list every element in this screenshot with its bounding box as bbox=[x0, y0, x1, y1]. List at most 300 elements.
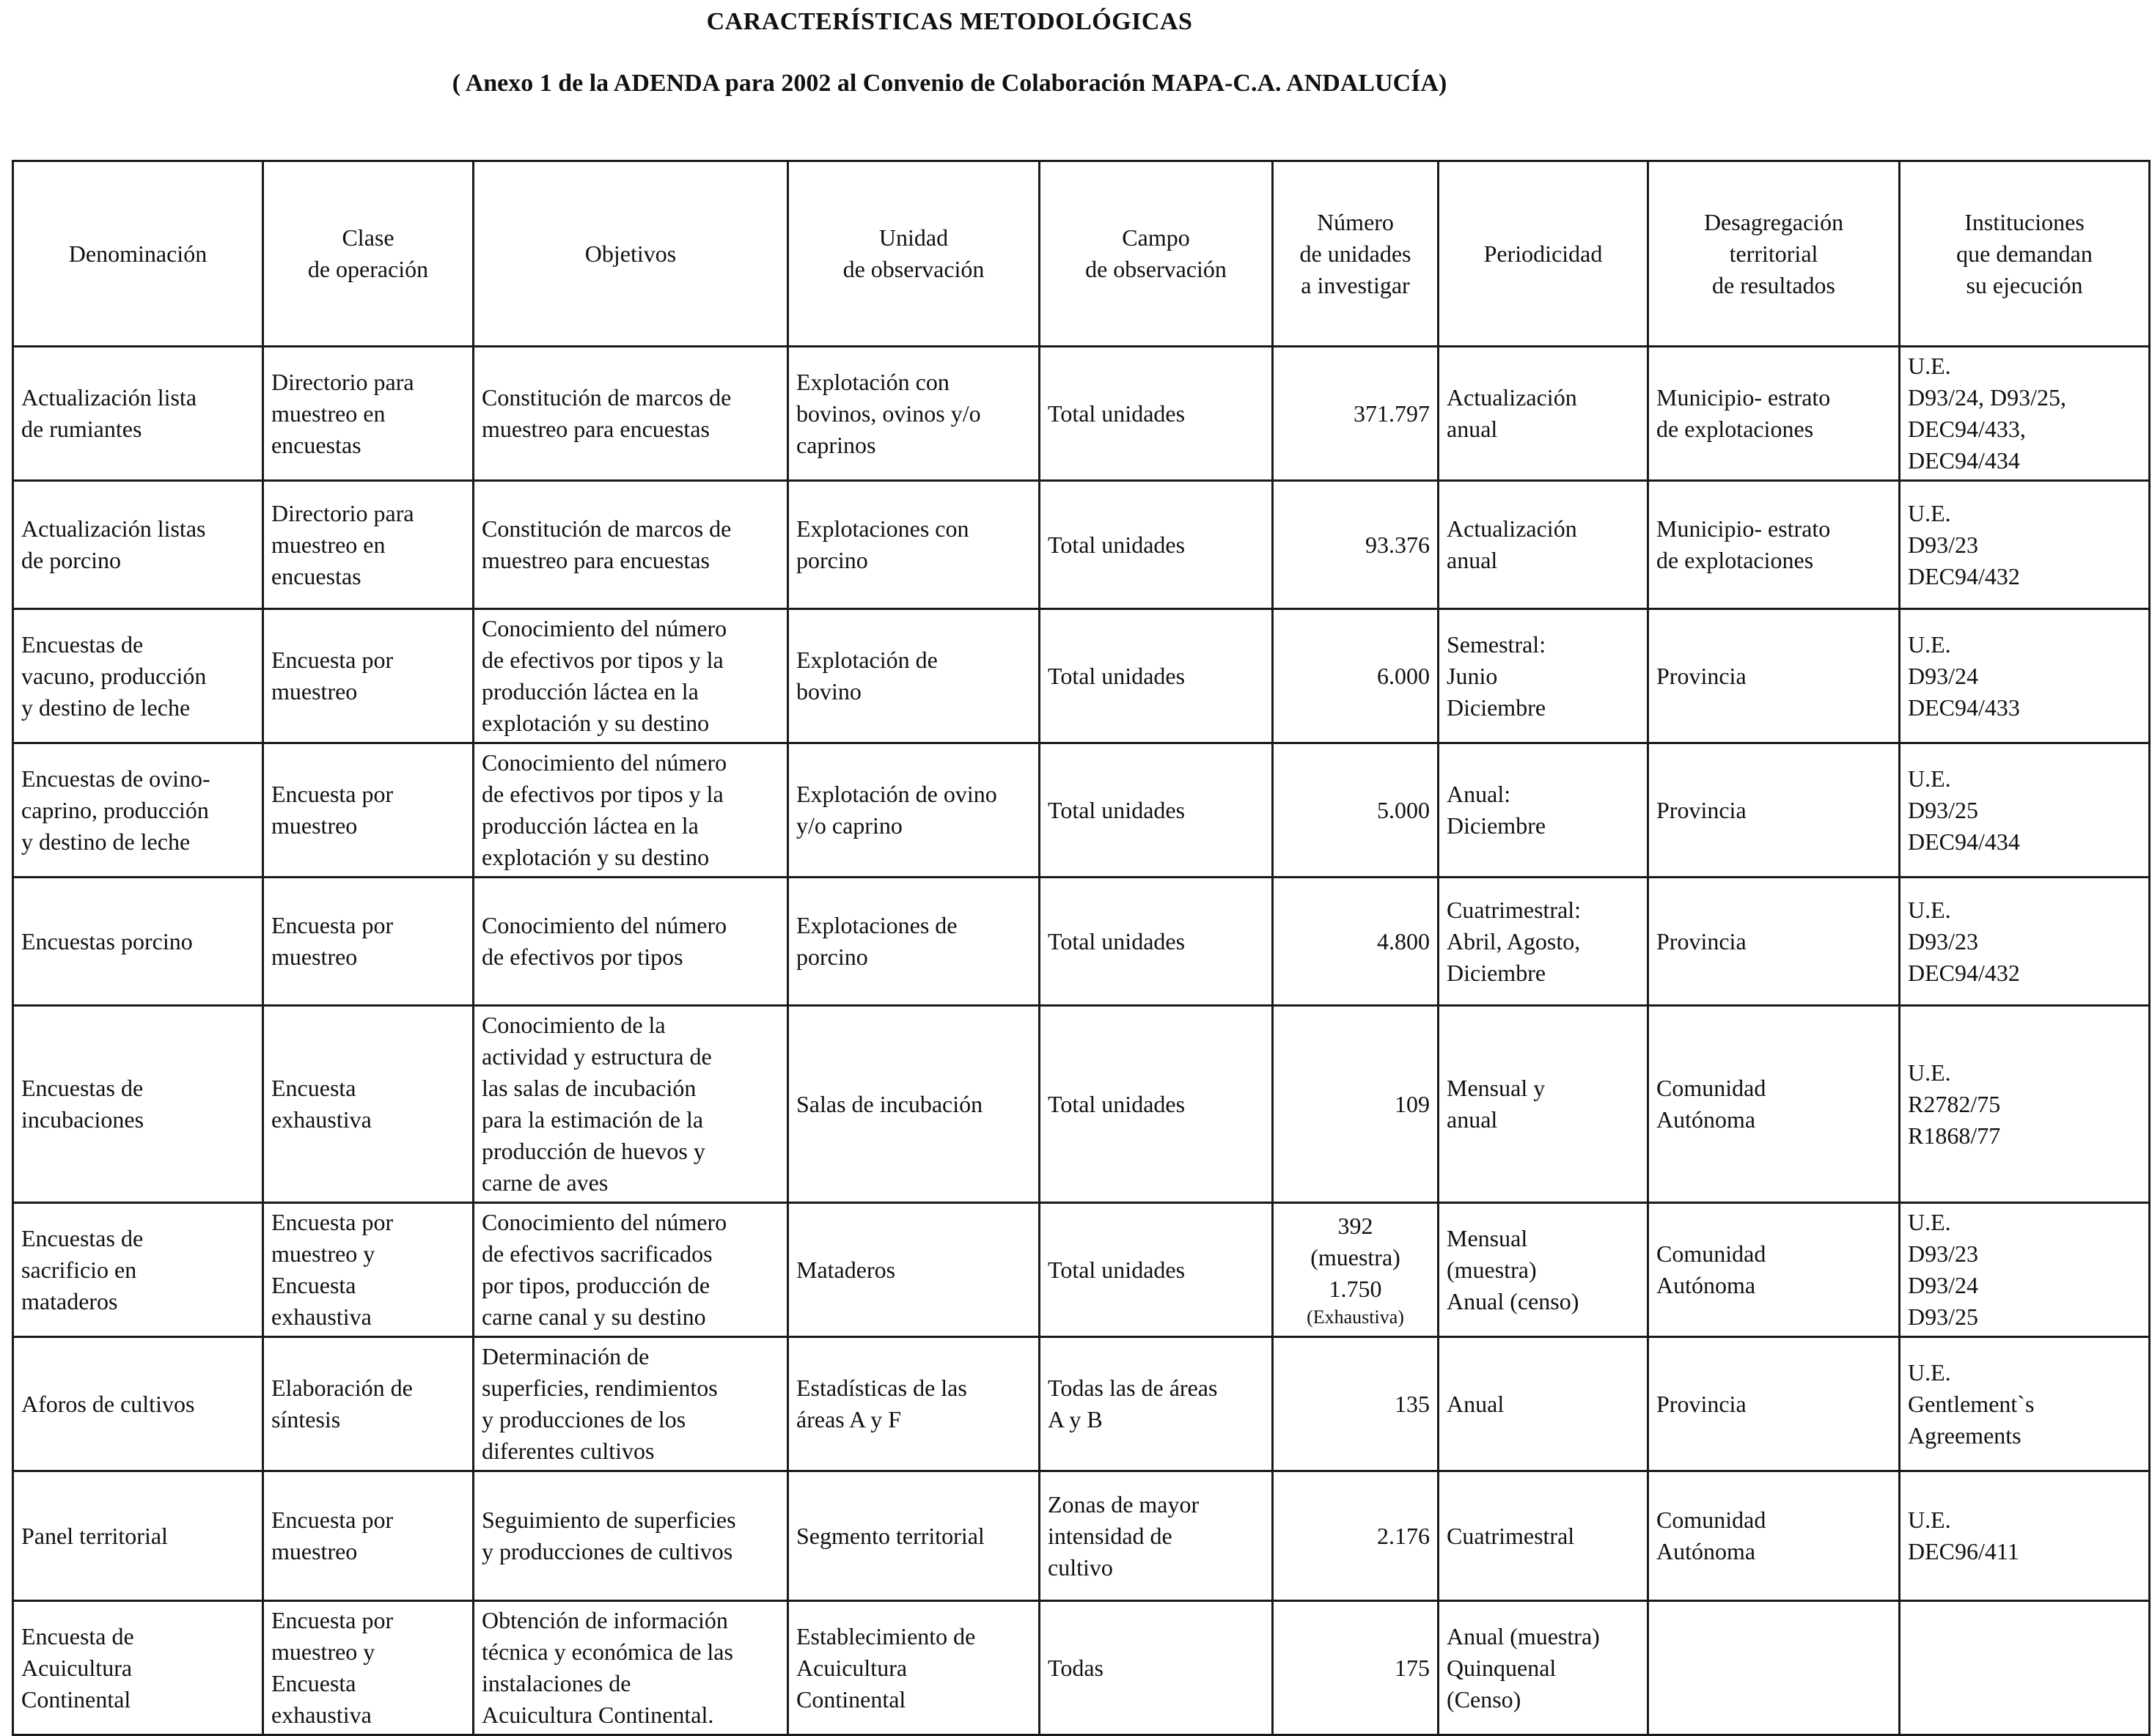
cell-line: Periodicidad bbox=[1483, 240, 1603, 267]
cell-line: Anual bbox=[1447, 1390, 1505, 1417]
cell-denominacion bbox=[13, 878, 263, 1006]
table-row bbox=[13, 1601, 2150, 1735]
cell-line: Acuicultura Continental. bbox=[482, 1702, 714, 1728]
cell-line: Total unidades bbox=[1048, 400, 1186, 427]
cell-line: Mataderos bbox=[796, 1256, 896, 1283]
cell-line: DEC94/432 bbox=[1908, 959, 2020, 986]
cell-numero-unidades bbox=[1273, 1471, 1439, 1601]
cell-line: que demandan bbox=[1956, 240, 2093, 267]
cell-desagregacion bbox=[1648, 609, 1900, 743]
document-subtitle: ( Anexo 1 de la ADENDA para 2002 al Convenio de Colaboración MAPA-C.A. ANDALUCÍA) bbox=[452, 70, 1447, 97]
cell-unidad-observacion bbox=[788, 1203, 1040, 1337]
cell-objetivos bbox=[474, 1471, 788, 1601]
cell-line: Objetivos bbox=[584, 240, 677, 267]
cell-line: muestreo en bbox=[271, 400, 386, 427]
table-row bbox=[13, 743, 2150, 878]
cell-line: U.E. bbox=[1908, 765, 1951, 792]
cell-line: R2782/75 bbox=[1908, 1090, 2001, 1117]
cell-objetivos bbox=[474, 1203, 788, 1337]
cell-objetivos bbox=[474, 878, 788, 1006]
cell-numero-unidades bbox=[1273, 1337, 1439, 1471]
cell-instituciones bbox=[1900, 1006, 2150, 1203]
cell-line: Panel territorial bbox=[21, 1522, 168, 1549]
cell-denominacion bbox=[13, 481, 263, 609]
cell-line: D93/23 bbox=[1908, 927, 1978, 955]
cell-denominacion bbox=[13, 609, 263, 743]
cell-line: de unidades bbox=[1299, 240, 1411, 267]
cell-line: Municipio- estrato bbox=[1656, 384, 1831, 411]
cell-denominacion bbox=[13, 1471, 263, 1601]
cell-line: U.E. bbox=[1908, 630, 1951, 658]
cell-line: 135 bbox=[1395, 1390, 1430, 1417]
cell-line: 371.797 bbox=[1354, 400, 1430, 427]
cell-periodicidad bbox=[1439, 609, 1648, 743]
cell-line: muestreo bbox=[271, 944, 358, 970]
cell-line: Constitución de marcos de bbox=[482, 384, 732, 411]
cell-line: Constitución de marcos de bbox=[482, 515, 732, 542]
cell-line: Directorio para bbox=[271, 368, 414, 395]
cell-line: a investigar bbox=[1301, 271, 1410, 298]
cell-desagregacion bbox=[1648, 1203, 1900, 1337]
cell-objetivos bbox=[474, 1006, 788, 1203]
cell-numero-unidades bbox=[1273, 878, 1439, 1006]
cell-line: Encuesta por bbox=[271, 1507, 394, 1533]
cell-line: DEC94/434 bbox=[1908, 828, 2020, 855]
cell-periodicidad bbox=[1439, 347, 1648, 481]
cell-line: Directorio para bbox=[271, 499, 414, 526]
cell-line: Semestral: bbox=[1447, 630, 1546, 658]
cell-periodicidad bbox=[1439, 481, 1648, 609]
cell-line: caprinos bbox=[796, 431, 876, 458]
cell-line: Encuesta por bbox=[271, 781, 394, 807]
methodology-table bbox=[12, 160, 2151, 1736]
cell-line: 6.000 bbox=[1377, 662, 1430, 689]
cell-line: Total unidades bbox=[1048, 662, 1186, 689]
cell-denominacion bbox=[13, 1203, 263, 1337]
cell-numero-unidades bbox=[1273, 1006, 1439, 1203]
cell-periodicidad bbox=[1439, 1601, 1648, 1735]
table-row bbox=[13, 1006, 2150, 1203]
cell-line: U.E. bbox=[1908, 353, 1951, 379]
cell-line: Continental bbox=[21, 1685, 131, 1713]
cell-line: de observación bbox=[1085, 256, 1227, 282]
cell-campo-observacion bbox=[1040, 743, 1273, 878]
cell-objetivos bbox=[474, 743, 788, 878]
cell-clase-operacion bbox=[263, 609, 474, 743]
cell-periodicidad bbox=[1439, 1337, 1648, 1471]
cell-line: Todas las de áreas bbox=[1048, 1375, 1218, 1401]
cell-line: Encuesta por bbox=[271, 912, 394, 938]
cell-line: Mensual y bbox=[1447, 1075, 1546, 1101]
cell-line: Explotación de bbox=[796, 647, 938, 673]
cell-unidad-observacion bbox=[788, 481, 1040, 609]
cell-line: caprino, producción bbox=[21, 796, 209, 823]
cell-line: actividad y estructura de bbox=[482, 1043, 712, 1070]
cell-line: Autónoma bbox=[1656, 1538, 1756, 1564]
cell-line: Total unidades bbox=[1048, 796, 1186, 823]
cell-line: DEC96/411 bbox=[1908, 1538, 2019, 1564]
cell-line: de efectivos por tipos y la bbox=[482, 647, 724, 673]
cell-line: Encuestas de ovino- bbox=[21, 765, 210, 792]
cell-line: Diciembre bbox=[1447, 959, 1546, 986]
cell-line: Encuesta por bbox=[271, 1209, 394, 1235]
cell-line: explotación y su destino bbox=[482, 710, 710, 736]
cell-line: Agreements bbox=[1908, 1421, 2021, 1449]
cell-desagregacion bbox=[1648, 1337, 1900, 1471]
cell-line: Obtención de información bbox=[482, 1607, 728, 1633]
cell-line: D93/24 bbox=[1908, 1272, 1978, 1298]
cell-line: bovinos, ovinos y/o bbox=[796, 400, 981, 427]
cell-campo-observacion bbox=[1040, 347, 1273, 481]
cell-desagregacion bbox=[1648, 1006, 1900, 1203]
cell-line: Acuicultura bbox=[796, 1654, 908, 1681]
cell-line: Cuatrimestral: bbox=[1447, 896, 1582, 923]
cell-objetivos bbox=[474, 481, 788, 609]
cell-line: Explotación con bbox=[796, 368, 950, 395]
cell-line: síntesis bbox=[271, 1406, 341, 1432]
cell-clase-operacion bbox=[263, 481, 474, 609]
cell-line: las salas de incubación bbox=[482, 1075, 697, 1101]
cell-line: Actualización lista bbox=[21, 384, 197, 411]
header-periodicidad bbox=[1439, 161, 1648, 347]
cell-line: U.E. bbox=[1908, 1358, 1951, 1386]
cell-line: Continental bbox=[796, 1685, 906, 1713]
cell-objetivos bbox=[474, 347, 788, 481]
cell-line: muestreo y bbox=[271, 1638, 375, 1665]
cell-line: Aforos de cultivos bbox=[21, 1390, 195, 1417]
cell-line: DEC94/434 bbox=[1908, 447, 2020, 474]
cell-clase-operacion bbox=[263, 878, 474, 1006]
cell-line: Autónoma bbox=[1656, 1106, 1756, 1133]
cell-unidad-observacion bbox=[788, 1601, 1040, 1735]
cell-line: Encuesta de bbox=[21, 1622, 134, 1649]
cell-line: Total unidades bbox=[1048, 1090, 1186, 1117]
cell-line: Establecimiento de bbox=[796, 1622, 976, 1649]
cell-line: (Censo) bbox=[1447, 1685, 1521, 1713]
cell-line: Salas de incubación bbox=[796, 1090, 983, 1117]
cell-line: exhaustiva bbox=[271, 1106, 372, 1133]
cell-line: Explotaciones de bbox=[796, 912, 958, 938]
cell-campo-observacion bbox=[1040, 1471, 1273, 1601]
cell-line: anual bbox=[1447, 547, 1498, 573]
cell-line: producción de huevos y bbox=[482, 1138, 705, 1164]
cell-objetivos bbox=[474, 609, 788, 743]
cell-line: Autónoma bbox=[1656, 1272, 1756, 1298]
table-row bbox=[13, 878, 2150, 1006]
cell-line: encuestas bbox=[271, 431, 361, 458]
header-clase-operacion bbox=[263, 161, 474, 347]
cell-line: D93/25 bbox=[1908, 1303, 1978, 1330]
cell-unidad-observacion bbox=[788, 1006, 1040, 1203]
cell-campo-observacion bbox=[1040, 1337, 1273, 1471]
cell-clase-operacion bbox=[263, 1006, 474, 1203]
cell-line: Encuesta bbox=[271, 1670, 356, 1696]
cell-line: U.E. bbox=[1908, 499, 1951, 526]
cell-line: 5.000 bbox=[1377, 796, 1430, 823]
cell-campo-observacion bbox=[1040, 1006, 1273, 1203]
cell-numero-unidades bbox=[1273, 609, 1439, 743]
cell-instituciones bbox=[1900, 1601, 2150, 1735]
cell-line: Encuesta bbox=[271, 1272, 356, 1298]
cell-line: Gentlement`s bbox=[1908, 1390, 2035, 1417]
cell-line: de porcino bbox=[21, 547, 121, 573]
cell-line: producción láctea en la bbox=[482, 812, 699, 839]
cell-line: DEC94/432 bbox=[1908, 562, 2020, 589]
cell-instituciones bbox=[1900, 347, 2150, 481]
table-body bbox=[13, 347, 2150, 1735]
cell-line: explotación y su destino bbox=[482, 844, 710, 870]
cell-line: exhaustiva bbox=[271, 1702, 372, 1728]
header-campo-observacion bbox=[1040, 161, 1273, 347]
cell-line: U.E. bbox=[1908, 896, 1951, 923]
table-row bbox=[13, 609, 2150, 743]
cell-line: Municipio- estrato bbox=[1656, 515, 1831, 542]
cell-line: y producciones de los bbox=[482, 1406, 686, 1432]
cell-line: U.E. bbox=[1908, 1059, 1951, 1086]
cell-line: Actualización bbox=[1447, 515, 1577, 542]
cell-line: D93/23 bbox=[1908, 531, 1978, 558]
cell-line: Diciembre bbox=[1447, 812, 1546, 839]
cell-line: D93/23 bbox=[1908, 1240, 1978, 1267]
cell-line: 175 bbox=[1395, 1654, 1430, 1681]
cell-line: mataderos bbox=[21, 1287, 118, 1314]
cell-line: muestreo para encuestas bbox=[482, 416, 710, 442]
cell-line: Actualización bbox=[1447, 384, 1577, 411]
cell-numero-unidades bbox=[1273, 481, 1439, 609]
cell-line: producción láctea en la bbox=[482, 678, 699, 705]
cell-line: y/o caprino bbox=[796, 812, 903, 839]
cell-line: de efectivos por tipos y la bbox=[482, 781, 724, 807]
cell-clase-operacion bbox=[263, 743, 474, 878]
cell-line: (muestra) bbox=[1310, 1243, 1400, 1270]
cell-line: Provincia bbox=[1656, 1390, 1747, 1417]
cell-line: porcino bbox=[796, 944, 868, 970]
cell-periodicidad bbox=[1439, 1006, 1648, 1203]
cell-instituciones bbox=[1900, 1337, 2150, 1471]
cell-unidad-observacion bbox=[788, 1337, 1040, 1471]
cell-line: Diciembre bbox=[1447, 694, 1546, 721]
cell-line: y destino de leche bbox=[21, 828, 191, 855]
cell-instituciones bbox=[1900, 743, 2150, 878]
cell-denominacion bbox=[13, 1337, 263, 1471]
cell-line: de rumiantes bbox=[21, 416, 142, 442]
cell-denominacion bbox=[13, 347, 263, 481]
cell-line: Provincia bbox=[1656, 662, 1747, 689]
table-row bbox=[13, 1337, 2150, 1471]
cell-line: U.E. bbox=[1908, 1209, 1951, 1235]
cell-clase-operacion bbox=[263, 1337, 474, 1471]
cell-line: incubaciones bbox=[21, 1106, 144, 1133]
cell-line: Estadísticas de las bbox=[796, 1375, 967, 1401]
cell-line: Unidad bbox=[878, 224, 949, 251]
cell-line: de efectivos por tipos bbox=[482, 944, 683, 970]
cell-line: porcino bbox=[796, 547, 868, 573]
cell-line: de operación bbox=[307, 256, 429, 282]
header-denominacion bbox=[13, 161, 263, 347]
cell-line: (muestra) bbox=[1447, 1256, 1537, 1283]
cell-line: intensidad de bbox=[1048, 1522, 1172, 1549]
cell-numero-unidades bbox=[1273, 1203, 1439, 1337]
cell-line: muestreo para encuestas bbox=[482, 547, 710, 573]
cell-line: A y B bbox=[1048, 1406, 1103, 1432]
cell-instituciones bbox=[1900, 1471, 2150, 1601]
table-row bbox=[13, 347, 2150, 481]
cell-line: Conocimiento de la bbox=[482, 1012, 666, 1038]
cell-objetivos bbox=[474, 1601, 788, 1735]
cell-line: Conocimiento del número bbox=[482, 615, 727, 641]
cell-line: Encuestas de bbox=[21, 1075, 144, 1101]
cell-denominacion bbox=[13, 1601, 263, 1735]
cell-line: DEC94/433 bbox=[1908, 694, 2020, 721]
cell-line: Número bbox=[1317, 208, 1394, 235]
cell-unidad-observacion bbox=[788, 1471, 1040, 1601]
cell-line: 392 bbox=[1337, 1212, 1373, 1239]
cell-line: Elaboración de bbox=[271, 1375, 413, 1401]
cell-line: vacuno, producción bbox=[21, 662, 207, 689]
cell-line: territorial bbox=[1729, 240, 1818, 267]
cell-desagregacion bbox=[1648, 743, 1900, 878]
cell-unidad-observacion bbox=[788, 743, 1040, 878]
cell-line: Conocimiento del número bbox=[482, 749, 727, 776]
cell-line: Encuestas de bbox=[21, 630, 144, 658]
cell-denominacion bbox=[13, 743, 263, 878]
cell-clase-operacion bbox=[263, 347, 474, 481]
cell-line: Acuicultura bbox=[21, 1654, 133, 1681]
cell-instituciones bbox=[1900, 878, 2150, 1006]
cell-instituciones bbox=[1900, 481, 2150, 609]
cell-line: Comunidad bbox=[1656, 1075, 1766, 1101]
cell-line: Clase bbox=[342, 224, 394, 251]
cell-line: carne de aves bbox=[482, 1169, 609, 1196]
cell-line: instalaciones de bbox=[482, 1670, 631, 1696]
cell-unidad-observacion bbox=[788, 609, 1040, 743]
cell-numero-unidades bbox=[1273, 743, 1439, 878]
cell-clase-operacion bbox=[263, 1203, 474, 1337]
cell-line: de explotaciones bbox=[1656, 416, 1814, 442]
cell-line: de efectivos sacrificados bbox=[482, 1240, 713, 1267]
cell-line: Explotación de ovino bbox=[796, 781, 997, 807]
cell-desagregacion bbox=[1648, 1601, 1900, 1735]
cell-line: diferentes cultivos bbox=[482, 1438, 655, 1464]
cell-line: Campo bbox=[1122, 224, 1190, 251]
cell-instituciones bbox=[1900, 1203, 2150, 1337]
cell-line: Comunidad bbox=[1656, 1240, 1766, 1267]
table-row bbox=[13, 1203, 2150, 1337]
cell-line: y destino de leche bbox=[21, 694, 191, 721]
cell-line: U.E. bbox=[1908, 1507, 1951, 1533]
table-header-row bbox=[13, 161, 2150, 347]
cell-line: de observación bbox=[842, 256, 985, 282]
cell-line: Quinquenal bbox=[1447, 1654, 1557, 1681]
cell-clase-operacion bbox=[263, 1601, 474, 1735]
cell-campo-observacion bbox=[1040, 878, 1273, 1006]
table-row bbox=[13, 481, 2150, 609]
cell-line: muestreo bbox=[271, 1538, 358, 1564]
cell-line: D93/25 bbox=[1908, 796, 1978, 823]
cell-line: DEC94/433, bbox=[1908, 416, 2026, 442]
cell-line: Mensual bbox=[1447, 1224, 1528, 1251]
header-desagregacion bbox=[1648, 161, 1900, 347]
cell-line: exhaustiva bbox=[271, 1303, 372, 1330]
cell-line: carne canal y su destino bbox=[482, 1303, 706, 1330]
header-objetivos bbox=[474, 161, 788, 347]
cell-line: D93/24 bbox=[1908, 662, 1978, 689]
cell-line: sacrificio en bbox=[21, 1256, 137, 1283]
cell-line: técnica y económica de las bbox=[482, 1638, 733, 1665]
cell-campo-observacion bbox=[1040, 481, 1273, 609]
cell-unidad-observacion bbox=[788, 347, 1040, 481]
cell-periodicidad bbox=[1439, 1203, 1648, 1337]
cell-desagregacion bbox=[1648, 878, 1900, 1006]
cell-line: Segmento territorial bbox=[796, 1522, 985, 1549]
cell-line: Encuestas de bbox=[21, 1224, 144, 1251]
cell-line: Cuatrimestral bbox=[1447, 1522, 1575, 1549]
cell-line: por tipos, producción de bbox=[482, 1272, 710, 1298]
cell-line: Total unidades bbox=[1048, 531, 1186, 558]
header-unidad-observacion bbox=[788, 161, 1040, 347]
cell-line: Total unidades bbox=[1048, 1256, 1186, 1283]
cell-campo-observacion bbox=[1040, 1601, 1273, 1735]
cell-line: su ejecución bbox=[1966, 271, 2083, 298]
cell-denominacion bbox=[13, 1006, 263, 1203]
cell-line: muestreo bbox=[271, 678, 358, 705]
cell-line: anual bbox=[1447, 1106, 1498, 1133]
cell-line: bovino bbox=[796, 678, 862, 705]
cell-numero-unidades bbox=[1273, 347, 1439, 481]
cell-line: Total unidades bbox=[1048, 927, 1186, 955]
cell-periodicidad bbox=[1439, 743, 1648, 878]
cell-line: Encuesta por bbox=[271, 647, 394, 673]
table-row bbox=[13, 1471, 2150, 1601]
cell-line: Conocimiento del número bbox=[482, 1209, 727, 1235]
cell-line: muestreo y bbox=[271, 1240, 375, 1267]
cell-line: Junio bbox=[1447, 662, 1498, 689]
cell-line: 2.176 bbox=[1377, 1522, 1430, 1549]
cell-line: Zonas de mayor bbox=[1048, 1490, 1200, 1518]
cell-line: Abril, Agosto, bbox=[1447, 927, 1581, 955]
cell-line: 109 bbox=[1395, 1090, 1430, 1117]
cell-line: (Exhaustiva) bbox=[1307, 1306, 1404, 1328]
cell-line: 93.376 bbox=[1365, 531, 1430, 558]
cell-line: 1.750 bbox=[1329, 1275, 1382, 1302]
cell-line: Seguimiento de superficies bbox=[482, 1507, 736, 1533]
cell-line: Instituciones bbox=[1964, 208, 2085, 235]
cell-line: cultivo bbox=[1048, 1553, 1113, 1581]
cell-line: Encuestas porcino bbox=[21, 927, 193, 955]
cell-instituciones bbox=[1900, 609, 2150, 743]
document-title: CARACTERÍSTICAS METODOLÓGICAS bbox=[706, 8, 1193, 35]
cell-line: encuestas bbox=[271, 562, 361, 589]
cell-objetivos bbox=[474, 1337, 788, 1471]
cell-line: R1868/77 bbox=[1908, 1122, 2001, 1149]
cell-campo-observacion bbox=[1040, 1203, 1273, 1337]
cell-line: áreas A y F bbox=[796, 1406, 902, 1432]
cell-line: de resultados bbox=[1712, 271, 1835, 298]
cell-campo-observacion bbox=[1040, 609, 1273, 743]
cell-line: y producciones de cultivos bbox=[482, 1538, 733, 1564]
cell-desagregacion bbox=[1648, 347, 1900, 481]
cell-line: para la estimación de la bbox=[482, 1106, 704, 1133]
cell-line: Determinación de bbox=[482, 1343, 650, 1369]
cell-line: Explotaciones con bbox=[796, 515, 969, 542]
cell-line: Denominación bbox=[68, 240, 208, 267]
cell-line: Desagregación bbox=[1703, 208, 1844, 235]
cell-periodicidad bbox=[1439, 1471, 1648, 1601]
cell-unidad-observacion bbox=[788, 878, 1040, 1006]
cell-line: Anual (censo) bbox=[1447, 1287, 1579, 1314]
cell-line: Todas bbox=[1048, 1654, 1103, 1681]
cell-line: muestreo en bbox=[271, 531, 386, 558]
